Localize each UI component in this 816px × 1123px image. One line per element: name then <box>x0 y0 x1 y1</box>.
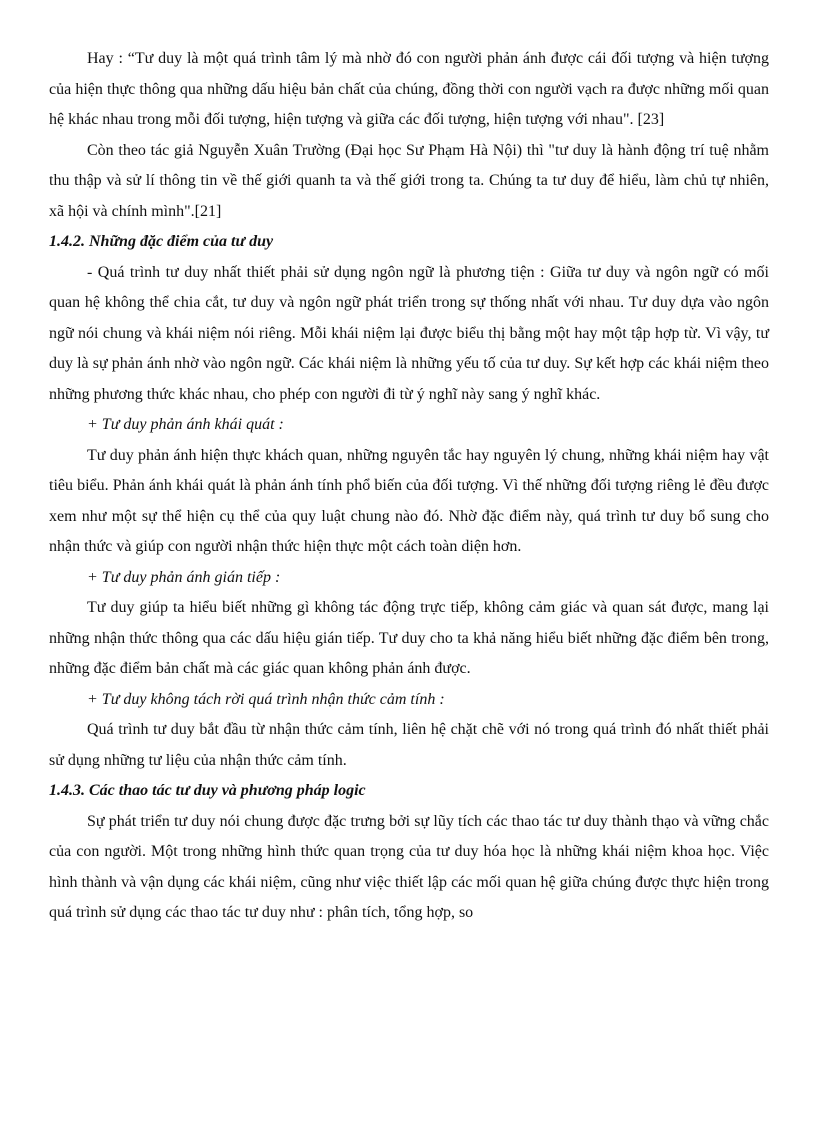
paragraph-sensory-cognition: Quá trình tư duy bắt đầu từ nhận thức cảm tính, liên hệ chặt chẽ với nó trong quá trình đó nhất thiết phải sử dụng những tư liệu của nhận thức cảm tính. <box>49 721 769 769</box>
section-heading-1-4-2: 1.4.2. Những đặc điểm của tư duy <box>49 233 274 250</box>
paragraph-nguyen-xuan-truong: Còn theo tác giả Nguyễn Xuân Trường (Đại học Sư Phạm Hà Nội) thì "tư duy là hành động trí tuệ nhằm thu thập và sử lí thông tin về thế giới quanh ta và thế giới trong ta. Chúng ta tư duy để hiểu, làm chủ tự nhiên, xã hội và chính mình".[21] <box>49 141 769 220</box>
subheading-indirect-reflection: + Tư duy phản ánh gián tiếp : <box>87 568 281 586</box>
document-page <box>49 44 769 929</box>
paragraph-thinking-operations: Sự phát triển tư duy nói chung được đặc trưng bởi sự lũy tích các thao tác tư duy thành thạo và vững chắc của con người. Một trong những hình thức quan trọng của tư duy hóa học là những khái niệm khoa học. Việc hình thành và vận dụng các khái niệm, cũng như việc thiết lập các mối quan hệ giữa chúng được thực hiện trong quá trình sử dụng các thao tác tư duy như : phân tích, tổng hợp, so <box>49 812 769 921</box>
paragraph-definition-quote: Hay : “Tư duy là một quá trình tâm lý mà nhờ đó con người phản ánh được cái đối tượng và hiện tượng của hiện thực thông qua những dấu hiệu bản chất của chúng, đồng thời con người vạch ra được những mối quan hệ khác nhau trong mỗi đối tượng, hiện tượng và giữa các đối tượng, hiện tượng với nhau". [23] <box>49 50 769 128</box>
subheading-general-reflection: + Tư duy phản ánh khái quát : <box>87 416 284 433</box>
section-heading-1-4-3: 1.4.3. Các thao tác tư duy và phương pháp logic <box>49 782 366 799</box>
paragraph-indirect-reflection: Tư duy giúp ta hiểu biết những gì không tác động trực tiếp, không cảm giác và quan sát được, mang lại những nhận thức thông qua các dấu hiệu gián tiếp. Tư duy cho ta khả năng hiểu biết những đặc điểm bên trong, những đặc điểm bản chất mà các giác quan không phản ánh được. <box>49 599 769 677</box>
paragraph-general-reflection: Tư duy phản ánh hiện thực khách quan, những nguyên tắc hay nguyên lý chung, những khái niệm hay vật tiêu biểu. Phản ánh khái quát là phản ánh tính phổ biến của đối tượng. Vì thế những đối tượng riêng lẻ đều được xem như một sự thể hiện cụ thể của quy luật chung nào đó. Nhờ đặc điểm này, quá trình tư duy bổ sung cho nhận thức và giúp con người nhận thức hiện thực một cách toàn diện hơn. <box>49 446 769 555</box>
paragraph-language-medium: - Quá trình tư duy nhất thiết phải sử dụng ngôn ngữ là phương tiện : Giữa tư duy và ngôn ngữ có mối quan hệ không thể chia cắt, tư duy và ngôn ngữ phát triển trong sự thống nhất với nhau. Tư duy dựa vào ngôn ngữ nói chung và khái niệm nói riêng. Mỗi khái niệm lại được biểu thị bằng một hay một tập hợp từ. Vì vậy, tư duy là sự phản ánh nhờ vào ngôn ngữ. Các khái niệm là những yếu tố của tư duy. Sự kết hợp các khái niệm theo những phương thức khác nhau, cho phép con người đi từ ý nghĩ này sang ý nghĩ khác. <box>49 263 769 403</box>
subheading-sensory-cognition: + Tư duy không tách rời quá trình nhận thức cảm tính : <box>87 690 445 708</box>
